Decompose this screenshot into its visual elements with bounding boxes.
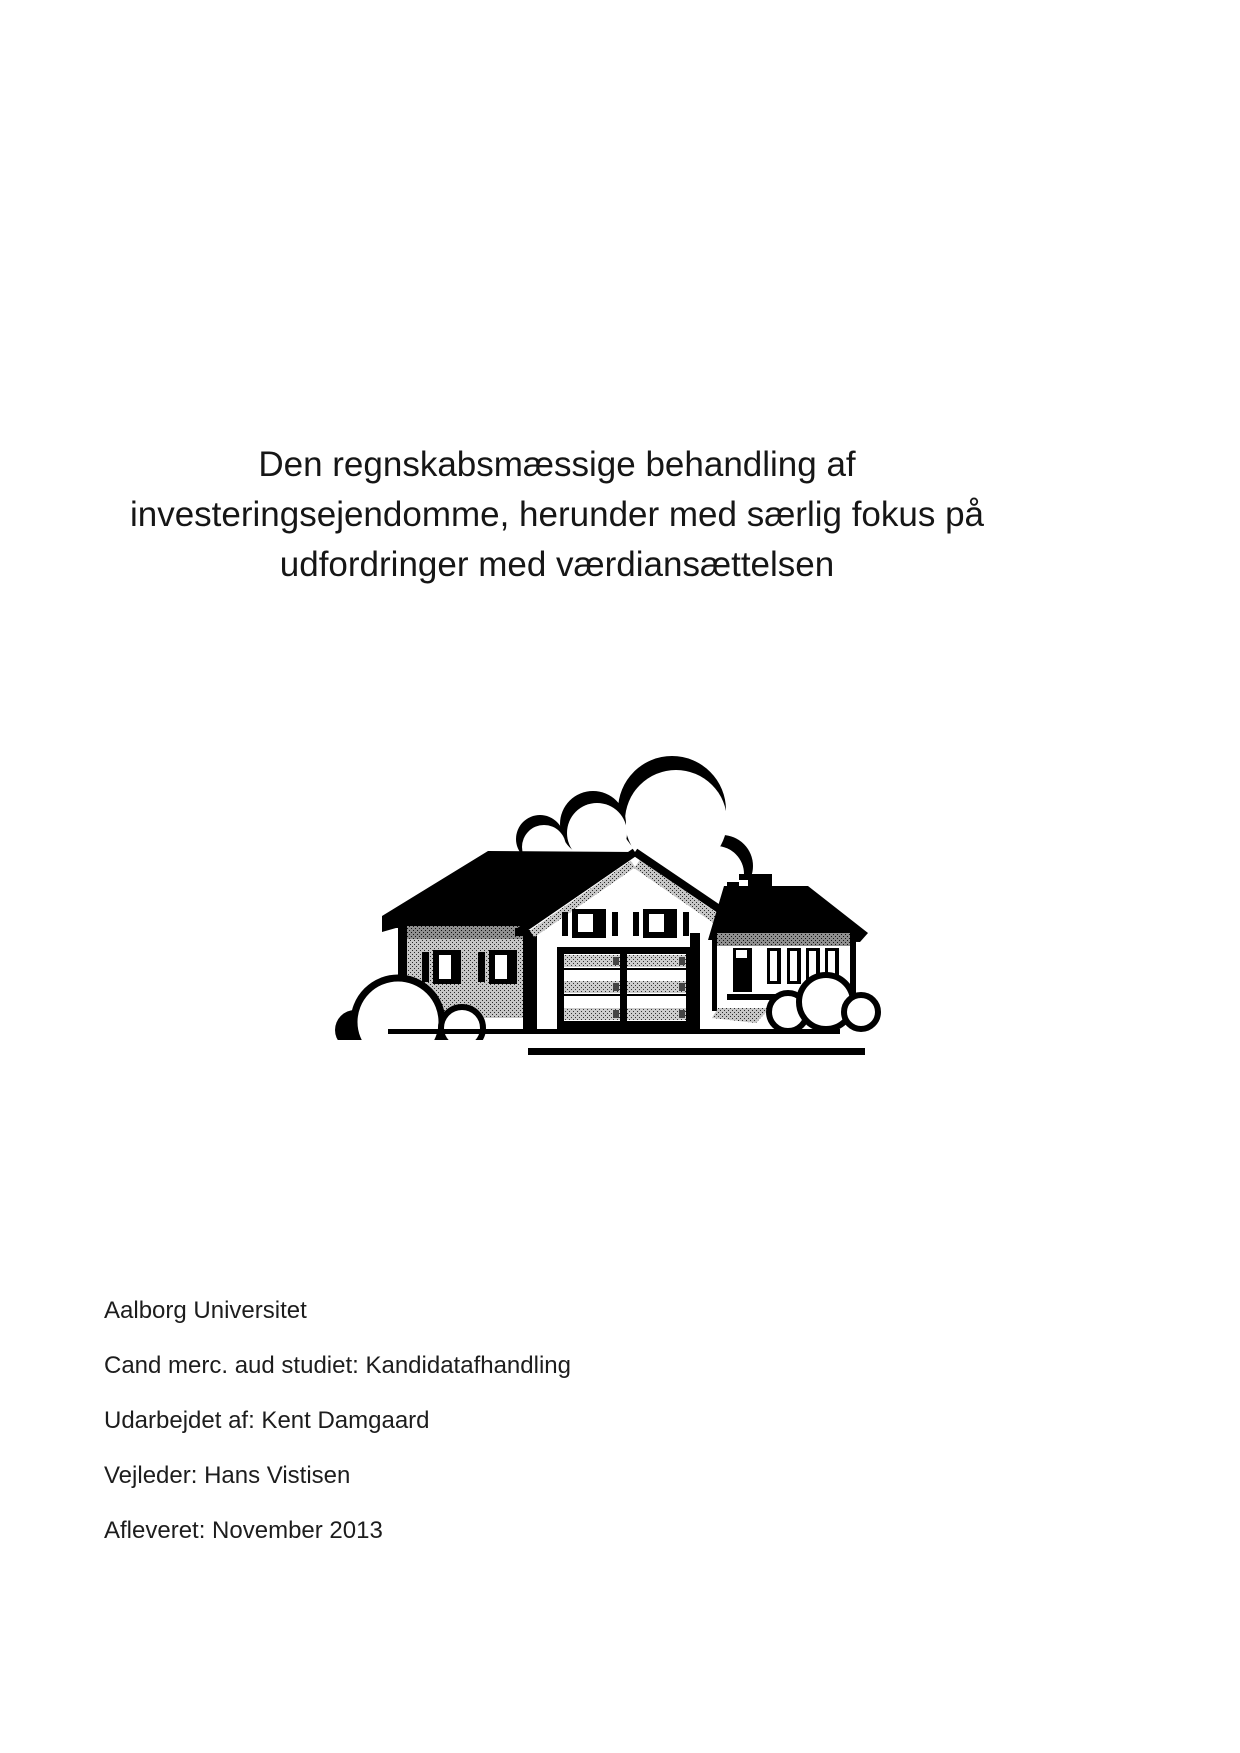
supervisor-line: Vejleder: Hans Vistisen bbox=[104, 1462, 351, 1489]
driveway-line bbox=[528, 1048, 865, 1055]
university-name: Aalborg Universitet bbox=[104, 1297, 307, 1324]
title-line-2: investeringsejendomme, herunder med særlig fokus på bbox=[129, 495, 985, 534]
title-line-3: udfordringer med værdiansættelsen bbox=[279, 545, 835, 584]
programme-line: Cand merc. aud studiet: Kandidatafhandling bbox=[104, 1352, 571, 1379]
document-details bbox=[104, 1299, 571, 1574]
thesis-title bbox=[57, 440, 1057, 590]
ground-line bbox=[388, 1029, 840, 1034]
submitted-line: Afleveret: November 2013 bbox=[104, 1517, 383, 1544]
author-line: Udarbejdet af: Kent Damgaard bbox=[104, 1407, 430, 1434]
house-clipart-illustration bbox=[310, 700, 890, 1060]
garage-doors bbox=[557, 947, 693, 1030]
house-illustration-svg bbox=[310, 700, 890, 1060]
title-line-1: Den regnskabsmæssige behandling af bbox=[258, 445, 856, 484]
